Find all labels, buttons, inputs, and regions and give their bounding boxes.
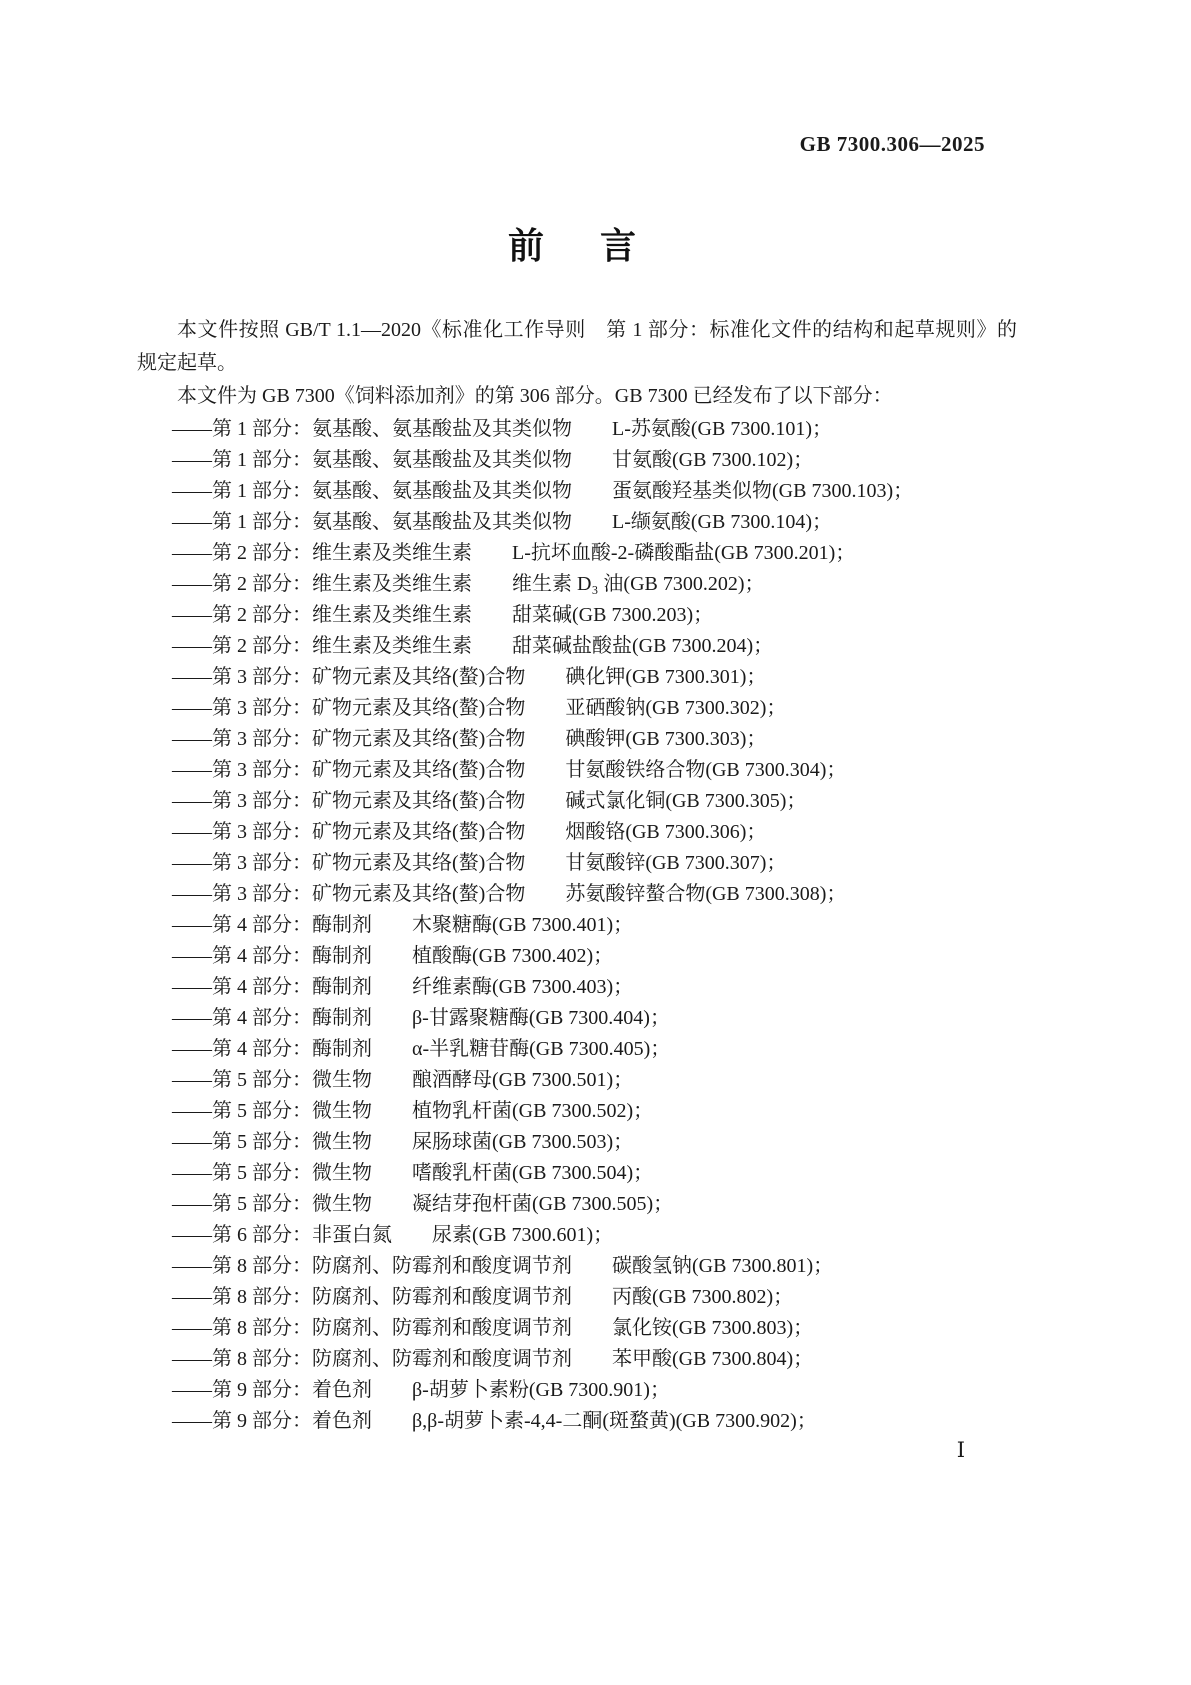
item-dash: ——	[172, 1007, 212, 1029]
parts-list-item	[172, 1127, 1017, 1158]
item-part-label: 第 3 部分：矿物元素及其络(螯)合物	[212, 759, 526, 781]
item-dash: ——	[172, 945, 212, 967]
item-dash: ——	[172, 1038, 212, 1060]
parts-list	[137, 414, 1017, 1437]
item-part-label: 第 1 部分：氨基酸、氨基酸盐及其类似物	[212, 449, 572, 471]
item-part-label: 第 2 部分：维生素及类维生素	[212, 604, 472, 626]
item-part-label: 第 8 部分：防腐剂、防霉剂和酸度调节剂	[212, 1317, 572, 1339]
item-substance-name: 甜菜碱盐酸盐(GB 7300.204)；	[512, 635, 774, 657]
item-substance-name: L-抗坏血酸-2-磷酸酯盐(GB 7300.201)；	[512, 542, 856, 564]
item-part-label: 第 2 部分：维生素及类维生素	[212, 573, 472, 595]
parts-list-item	[172, 569, 1017, 600]
item-dash: ——	[172, 480, 212, 502]
item-dash: ——	[172, 976, 212, 998]
item-dash: ——	[172, 821, 212, 843]
item-part-label: 第 2 部分：维生素及类维生素	[212, 542, 472, 564]
item-dash: ——	[172, 1162, 212, 1184]
item-part-label: 第 1 部分：氨基酸、氨基酸盐及其类似物	[212, 480, 572, 502]
parts-list-item	[172, 1282, 1017, 1313]
item-part-label: 第 4 部分：酶制剂	[212, 1007, 372, 1029]
item-dash: ——	[172, 418, 212, 440]
item-part-label: 第 4 部分：酶制剂	[212, 914, 372, 936]
item-dash: ——	[172, 790, 212, 812]
item-substance-name: 苏氨酸锌螯合物(GB 7300.308)；	[565, 883, 847, 905]
parts-list-item	[172, 1096, 1017, 1127]
item-dash: ——	[172, 635, 212, 657]
item-substance-name: 屎肠球菌(GB 7300.503)；	[412, 1131, 634, 1153]
item-dash: ——	[172, 697, 212, 719]
item-part-label: 第 5 部分：微生物	[212, 1193, 372, 1215]
item-substance-name: 甘氨酸铁络合物(GB 7300.304)；	[565, 759, 847, 781]
item-substance-name: L-苏氨酸(GB 7300.101)；	[612, 418, 832, 440]
item-dash: ——	[172, 1410, 212, 1432]
parts-list-item	[172, 1344, 1017, 1375]
foreword-body	[137, 314, 1017, 1437]
item-part-label: 第 5 部分：微生物	[212, 1100, 372, 1122]
item-dash: ——	[172, 759, 212, 781]
item-substance-name: 木聚糖酶(GB 7300.401)；	[412, 914, 634, 936]
parts-list-item	[172, 662, 1017, 693]
parts-list-item	[172, 1158, 1017, 1189]
parts-list-item	[172, 538, 1017, 569]
parts-list-item	[172, 1313, 1017, 1344]
item-substance-name: L-缬氨酸(GB 7300.104)；	[612, 511, 832, 533]
item-part-label: 第 4 部分：酶制剂	[212, 945, 372, 967]
item-substance-name: 氯化铵(GB 7300.803)；	[612, 1317, 814, 1339]
parts-list-item	[172, 1065, 1017, 1096]
item-dash: ——	[172, 728, 212, 750]
parts-list-item	[172, 910, 1017, 941]
parts-list-item	[172, 941, 1017, 972]
item-substance-name: 甘氨酸(GB 7300.102)；	[612, 449, 814, 471]
item-dash: ——	[172, 542, 212, 564]
item-substance-name: 植酸酶(GB 7300.402)；	[412, 945, 614, 967]
item-substance-name: 碘酸钾(GB 7300.303)；	[565, 728, 767, 750]
item-substance-name: 蛋氨酸羟基类似物(GB 7300.103)；	[612, 480, 914, 502]
page-number: Ⅰ	[956, 1438, 965, 1462]
parts-list-item	[172, 600, 1017, 631]
item-part-label: 第 5 部分：微生物	[212, 1131, 372, 1153]
item-part-label: 第 3 部分：矿物元素及其络(螯)合物	[212, 883, 526, 905]
item-dash: ——	[172, 883, 212, 905]
parts-list-item	[172, 1251, 1017, 1282]
item-substance-name: 酿酒酵母(GB 7300.501)；	[412, 1069, 634, 1091]
item-substance-name: 丙酸(GB 7300.802)；	[612, 1286, 794, 1308]
item-substance-name: 苯甲酸(GB 7300.804)；	[612, 1348, 814, 1370]
item-dash: ——	[172, 1193, 212, 1215]
item-dash: ——	[172, 1286, 212, 1308]
item-substance-name: 嗜酸乳杆菌(GB 7300.504)；	[412, 1162, 654, 1184]
item-part-label: 第 1 部分：氨基酸、氨基酸盐及其类似物	[212, 418, 572, 440]
parts-list-item	[172, 1189, 1017, 1220]
parts-list-item	[172, 1034, 1017, 1065]
item-part-label: 第 6 部分：非蛋白氮	[212, 1224, 392, 1246]
item-substance-name: β,β-胡萝卜素-4,4-二酮(斑蝥黄)(GB 7300.902)；	[412, 1410, 817, 1432]
item-dash: ——	[172, 1224, 212, 1246]
item-part-label: 第 8 部分：防腐剂、防霉剂和酸度调节剂	[212, 1348, 572, 1370]
item-dash: ——	[172, 852, 212, 874]
parts-list-item	[172, 631, 1017, 662]
paragraph-series-intro: 本文件为 GB 7300《饲料添加剂》的第 306 部分。GB 7300 已经发布了以下部分：	[177, 385, 893, 407]
item-dash: ——	[172, 666, 212, 688]
standard-number: GB 7300.306—2025	[799, 132, 985, 156]
item-substance-name: 碳酸氢钠(GB 7300.801)；	[612, 1255, 834, 1277]
item-substance-name: β-胡萝卜素粉(GB 7300.901)；	[412, 1379, 670, 1401]
parts-list-item	[172, 786, 1017, 817]
item-part-label: 第 3 部分：矿物元素及其络(螯)合物	[212, 852, 526, 874]
item-substance-name: 植物乳杆菌(GB 7300.502)；	[412, 1100, 654, 1122]
parts-list-item	[172, 476, 1017, 507]
item-dash: ——	[172, 1379, 212, 1401]
parts-list-item	[172, 507, 1017, 538]
item-part-label: 第 3 部分：矿物元素及其络(螯)合物	[212, 821, 526, 843]
parts-list-item	[172, 755, 1017, 786]
item-part-label: 第 4 部分：酶制剂	[212, 1038, 372, 1060]
item-part-label: 第 3 部分：矿物元素及其络(螯)合物	[212, 666, 526, 688]
item-dash: ——	[172, 1255, 212, 1277]
parts-list-item	[172, 1375, 1017, 1406]
item-substance-name: 碱式氯化铜(GB 7300.305)；	[565, 790, 807, 812]
parts-list-item	[172, 1003, 1017, 1034]
item-part-label: 第 1 部分：氨基酸、氨基酸盐及其类似物	[212, 511, 572, 533]
parts-list-item	[172, 848, 1017, 879]
item-substance-name: 碘化钾(GB 7300.301)；	[565, 666, 767, 688]
item-substance-name: 纤维素酶(GB 7300.403)；	[412, 976, 634, 998]
parts-list-item	[172, 1220, 1017, 1251]
item-substance-name: 维生素 D₃ 油(GB 7300.202)；	[512, 573, 765, 595]
parts-list-item	[172, 817, 1017, 848]
item-substance-name: 尿素(GB 7300.601)；	[432, 1224, 614, 1246]
item-dash: ——	[172, 573, 212, 595]
item-substance-name: α-半乳糖苷酶(GB 7300.405)；	[412, 1038, 671, 1060]
parts-list-item	[172, 1406, 1017, 1437]
paragraph-drafting-basis: 本文件按照 GB/T 1.1—2020《标准化工作导则 第 1 部分：标准化文件的结构和起草规则》的规定起草。	[137, 319, 1017, 374]
item-part-label: 第 8 部分：防腐剂、防霉剂和酸度调节剂	[212, 1255, 572, 1277]
item-part-label: 第 8 部分：防腐剂、防霉剂和酸度调节剂	[212, 1286, 572, 1308]
parts-list-item	[172, 724, 1017, 755]
item-dash: ——	[172, 914, 212, 936]
item-dash: ——	[172, 1317, 212, 1339]
item-part-label: 第 9 部分：着色剂	[212, 1379, 372, 1401]
item-part-label: 第 9 部分：着色剂	[212, 1410, 372, 1432]
item-dash: ——	[172, 1348, 212, 1370]
parts-list-item	[172, 972, 1017, 1003]
item-dash: ——	[172, 449, 212, 471]
item-part-label: 第 5 部分：微生物	[212, 1069, 372, 1091]
item-part-label: 第 4 部分：酶制剂	[212, 976, 372, 998]
item-dash: ——	[172, 1100, 212, 1122]
item-dash: ——	[172, 1069, 212, 1091]
parts-list-item	[172, 879, 1017, 910]
item-part-label: 第 3 部分：矿物元素及其络(螯)合物	[212, 790, 526, 812]
page-title: 前 言	[507, 225, 646, 266]
parts-list-item	[172, 445, 1017, 476]
item-part-label: 第 3 部分：矿物元素及其络(螯)合物	[212, 697, 526, 719]
parts-list-item	[172, 414, 1017, 445]
parts-list-item	[172, 693, 1017, 724]
item-dash: ——	[172, 1131, 212, 1153]
item-substance-name: 亚硒酸钠(GB 7300.302)；	[565, 697, 787, 719]
item-dash: ——	[172, 511, 212, 533]
item-substance-name: 烟酸铬(GB 7300.306)；	[565, 821, 767, 843]
item-dash: ——	[172, 604, 212, 626]
item-part-label: 第 3 部分：矿物元素及其络(螯)合物	[212, 728, 526, 750]
item-substance-name: 凝结芽孢杆菌(GB 7300.505)；	[412, 1193, 674, 1215]
item-substance-name: 甜菜碱(GB 7300.203)；	[512, 604, 714, 626]
item-substance-name: 甘氨酸锌(GB 7300.307)；	[565, 852, 787, 874]
item-substance-name: β-甘露聚糖酶(GB 7300.404)；	[412, 1007, 670, 1029]
item-part-label: 第 5 部分：微生物	[212, 1162, 372, 1184]
item-part-label: 第 2 部分：维生素及类维生素	[212, 635, 472, 657]
